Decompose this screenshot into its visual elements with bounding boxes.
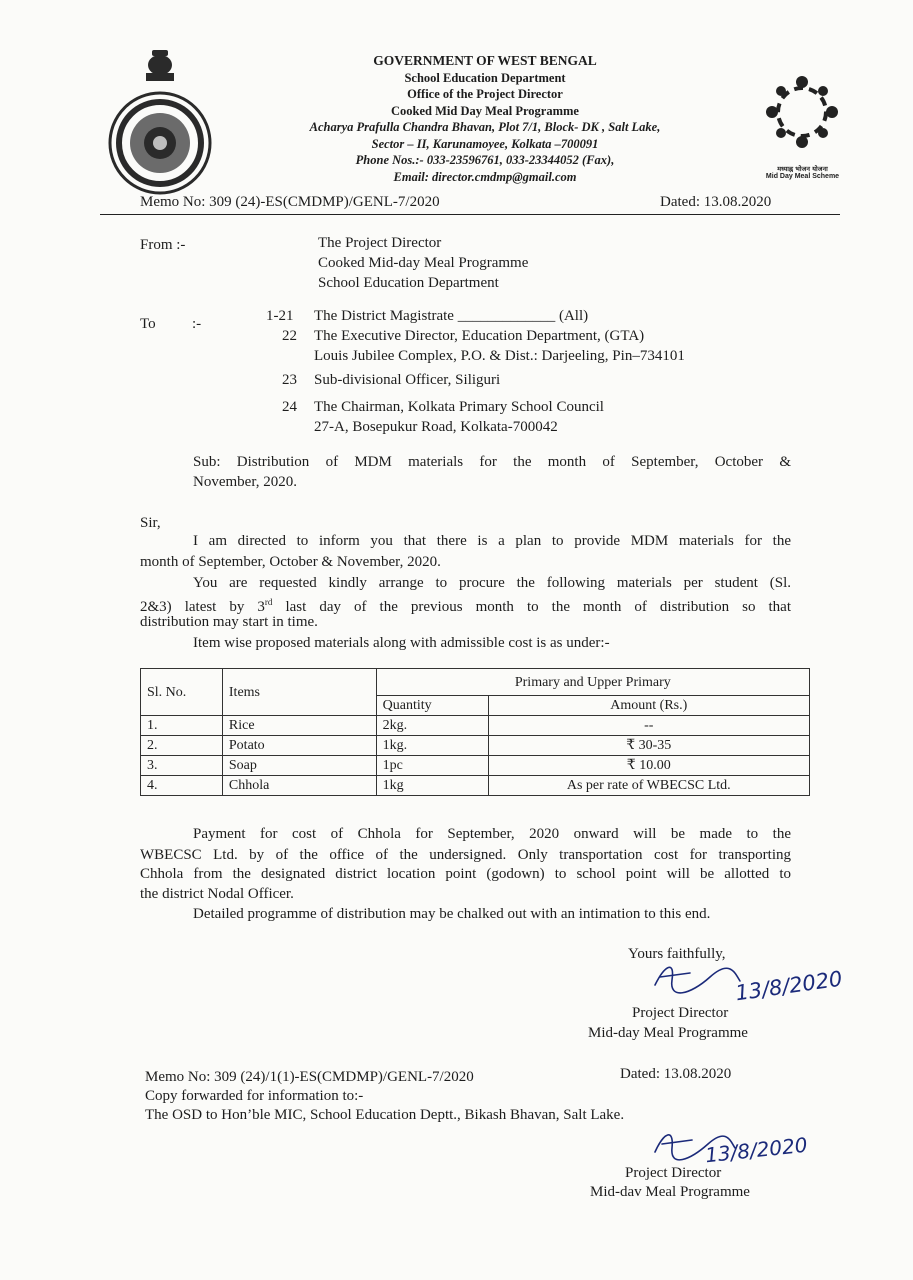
subject-line-2: November, 2020. <box>193 474 297 490</box>
copy-forwarded: Copy forwarded for information to:- <box>145 1088 364 1104</box>
row-item: Chhola <box>222 776 376 796</box>
row-qty: 1pc <box>376 756 488 776</box>
payment-line-3: Chhola from the designated district location point (godown) to school point will be allotted to <box>140 866 791 882</box>
copy-memo-date: Dated: 13.08.2020 <box>620 1066 732 1082</box>
to-num-1-21: 1-21 <box>266 308 294 324</box>
programme: Cooked Mid Day Meal Programme <box>391 103 579 118</box>
from-line-3: School Education Department <box>318 275 499 291</box>
table-row <box>141 736 810 756</box>
to-entry-24-line-2: 27-A, Bosepukur Road, Kolkata-700042 <box>314 419 558 435</box>
payment-line-4: the district Nodal Officer. <box>140 886 294 902</box>
to-colon: :- <box>192 316 202 332</box>
row-item: Soap <box>222 756 376 776</box>
from-line-1: The Project Director <box>318 235 442 251</box>
payment-line-5: Detailed programme of distribution may be chalked out with an intimation to this end. <box>193 906 711 922</box>
table-row <box>141 776 810 796</box>
signatory-org: Mid-day Meal Programme <box>588 1025 748 1041</box>
mid-day-meal-logo <box>755 70 850 180</box>
row-sl: 2. <box>141 736 223 756</box>
memo-date: Dated: 13.08.2020 <box>660 194 772 210</box>
to-entry-22-line-1: The Executive Director, Education Department, (GTA) <box>314 328 645 344</box>
logo-caption-hindi: मध्याह्न भोजन योजना <box>777 165 828 173</box>
office: Office of the Project Director <box>407 87 563 101</box>
to-num-23: 23 <box>282 372 297 388</box>
salutation: Sir, <box>140 515 161 531</box>
department: School Education Department <box>404 70 566 85</box>
to-num-24: 24 <box>282 399 297 415</box>
copy-recipient: The OSD to Hon’ble MIC, School Education Deptt., Bikash Bhavan, Salt Lake. <box>145 1107 625 1123</box>
payment-line-2: WBECSC Ltd. by of the office of the undersigned. Only transportation cost for transporting <box>140 847 791 863</box>
row-sl: 1. <box>141 716 223 736</box>
west-bengal-emblem <box>100 45 220 195</box>
to-entry-22-line-2: Louis Jubilee Complex, P.O. & Dist.: Darjeeling, Pin–734101 <box>314 348 685 364</box>
header-rule <box>100 214 840 215</box>
header-quantity: Quantity <box>376 696 488 716</box>
para-1-line-1: I am directed to inform you that there is a plan to provide MDM materials for the <box>193 533 791 549</box>
para-3: Item wise proposed materials along with admissible cost is as under:- <box>193 635 610 651</box>
header-group: Primary and Upper Primary <box>376 669 809 696</box>
row-sl: 3. <box>141 756 223 776</box>
para-2-line-1: You are requested kindly arrange to procure the following materials per student (Sl. <box>193 575 791 591</box>
copy-signatory-org: Mid-dav Meal Programme <box>590 1184 750 1200</box>
row-item: Rice <box>222 716 376 736</box>
row-sl: 4. <box>141 776 223 796</box>
row-amount: ₹ 30-35 <box>488 736 809 756</box>
email: Email: director.cmdmp@gmail.com <box>393 169 577 184</box>
header-amount: Amount (Rs.) <box>488 696 809 716</box>
letterhead <box>260 53 710 185</box>
row-amount: ₹ 10.00 <box>488 756 809 776</box>
from-label: From :- <box>140 237 186 253</box>
row-item: Potato <box>222 736 376 756</box>
memo-number: Memo No: 309 (24)-ES(CMDMP)/GENL-7/2020 <box>140 194 440 210</box>
ordinal-suffix: rd <box>264 597 273 607</box>
address-line-1: Acharya Prafulla Chandra Bhavan, Plot 7/1, Block- DK , Salt Lake, <box>309 120 661 134</box>
to-entry-23: Sub-divisional Officer, Siliguri <box>314 372 501 388</box>
signature-mark <box>650 955 745 1000</box>
to-entry-24-line-1: The Chairman, Kolkata Primary School Council <box>314 399 604 415</box>
handwritten-date-2: 13/8/2020 <box>704 1132 809 1168</box>
para-2-line-2-b: last day of the previous month to the month of distribution so that <box>272 599 791 615</box>
row-qty: 1kg. <box>376 736 488 756</box>
from-line-2: Cooked Mid-day Meal Programme <box>318 255 529 271</box>
subject-line-1: Sub: Distribution of MDM materials for the month of September, October & <box>193 454 791 470</box>
to-num-22: 22 <box>282 328 297 344</box>
copy-memo-number: Memo No: 309 (24)/1(1)-ES(CMDMP)/GENL-7/2020 <box>145 1069 474 1085</box>
table-row <box>141 756 810 776</box>
materials-table <box>140 668 810 796</box>
to-entry-1-21: The District Magistrate _____________ (All) <box>314 308 589 324</box>
address-line-2: Sector – II, Karunamoyee, Kolkata –700091 <box>371 136 599 151</box>
para-2-line-2-a: 2&3) latest by 3 <box>140 599 265 615</box>
table-row <box>141 716 810 736</box>
govt-name: GOVERNMENT OF WEST BENGAL <box>373 53 597 68</box>
handwritten-date-1: 13/8/2020 <box>733 966 844 1006</box>
row-amount: -- <box>488 716 809 736</box>
payment-line-1: Payment for cost of Chhola for September, 2020 onward will be made to the <box>193 826 791 842</box>
closing: Yours faithfully, <box>628 946 726 962</box>
copy-signatory-title: Project Director <box>625 1165 722 1181</box>
row-qty: 1kg <box>376 776 488 796</box>
signatory-title: Project Director <box>632 1005 729 1021</box>
row-qty: 2kg. <box>376 716 488 736</box>
header-sl-no: Sl. No. <box>141 669 223 716</box>
row-amount: As per rate of WBECSC Ltd. <box>488 776 809 796</box>
logo-caption: Mid Day Meal Scheme <box>765 173 840 180</box>
para-2-line-3: distribution may start in time. <box>140 614 318 630</box>
header-items: Items <box>222 669 376 716</box>
phone-numbers: Phone Nos.:- 033-23596761, 033-23344052 (Fax), <box>355 153 615 167</box>
para-1-line-2: month of September, October & November, 2020. <box>140 554 441 570</box>
to-label: To <box>140 316 156 332</box>
